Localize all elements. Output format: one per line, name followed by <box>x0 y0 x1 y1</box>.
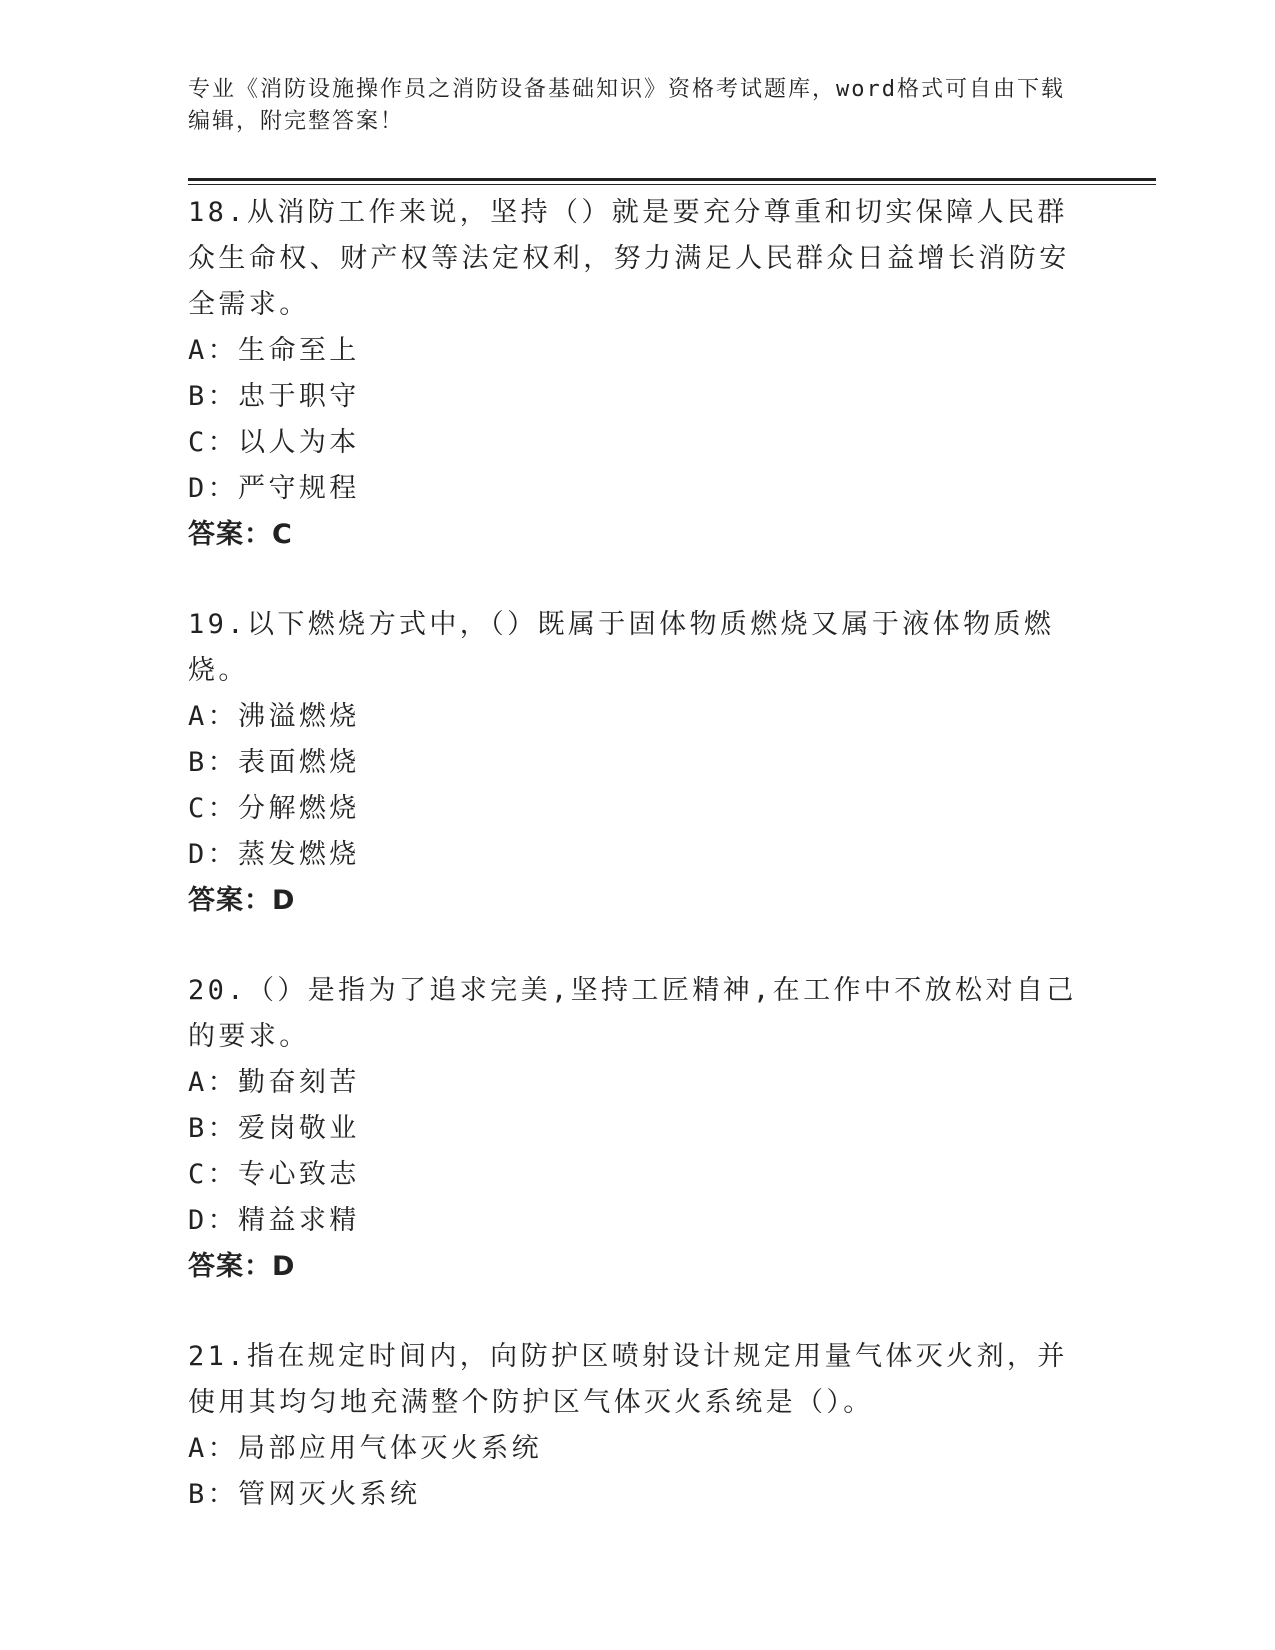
question-stem: 20.（）是指为了追求完美,坚持工匠精神,在工作中不放松对自己的要求。 <box>188 975 1077 1052</box>
option-a: A：局部应用气体灭火系统 <box>188 1433 543 1464</box>
answer: 答案：D <box>188 1251 296 1282</box>
option-b: B：表面燃烧 <box>188 747 360 778</box>
answer: 答案：C <box>188 519 293 550</box>
option-b: B：忠于职守 <box>188 381 360 412</box>
option-d: D：严守规程 <box>188 473 360 504</box>
header-divider-thin <box>188 184 1156 185</box>
question-stem: 21.指在规定时间内，向防护区喷射设计规定用量气体灭火剂，并使用其均匀地充满整个防护区气体灭火系统是（）。 <box>188 1341 1068 1418</box>
answer: 答案：D <box>188 885 296 916</box>
option-d: D：蒸发燃烧 <box>188 839 360 870</box>
question-19 <box>188 602 1088 924</box>
option-b: B：爱岗敬业 <box>188 1113 360 1144</box>
document-header: 专业《消防设施操作员之消防设备基础知识》资格考试题库，word格式可自由下载编辑，附完整答案！ <box>188 77 1065 134</box>
question-18 <box>188 190 1088 558</box>
question-21 <box>188 1334 1088 1518</box>
header-divider-thick <box>188 178 1156 181</box>
option-a: A：沸溢燃烧 <box>188 701 360 732</box>
option-c: C：分解燃烧 <box>188 793 360 824</box>
question-20 <box>188 968 1088 1290</box>
question-stem: 19.以下燃烧方式中，（）既属于固体物质燃烧又属于液体物质燃烧。 <box>188 609 1055 686</box>
option-d: D：精益求精 <box>188 1205 360 1236</box>
option-a: A：勤奋刻苦 <box>188 1067 360 1098</box>
question-stem: 18.从消防工作来说，坚持（）就是要充分尊重和切实保障人民群众生命权、财产权等法定权利，努力满足人民群众日益增长消防安全需求。 <box>188 197 1070 320</box>
question-list <box>188 190 1088 1562</box>
option-c: C：专心致志 <box>188 1159 360 1190</box>
option-c: C：以人为本 <box>188 427 360 458</box>
option-b: B：管网灭火系统 <box>188 1479 421 1510</box>
option-a: A：生命至上 <box>188 335 360 366</box>
